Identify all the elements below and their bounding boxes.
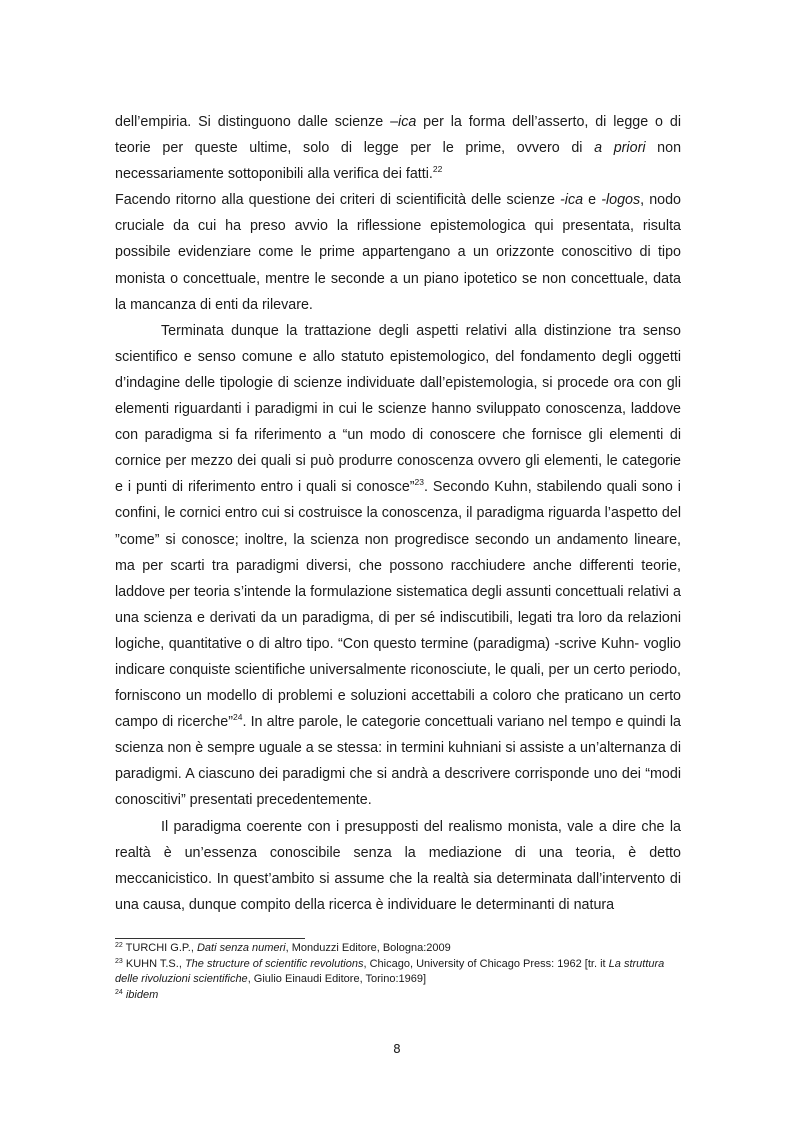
footnotes <box>115 941 681 1003</box>
footnote-ref[interactable]: 24 <box>232 712 243 723</box>
paragraph: Il paradigma coerente con i presupposti del realismo monista, vale a dire che la realtà è un’essenza conoscibile senza la mediazione di una teoria, è detto meccanicistico. In quest’ambito si assume che la realtà sia determinata dall’intervento di una causa, dunque compito della ricerca è individuare le determinanti di natura <box>115 818 681 913</box>
body-text <box>115 109 681 918</box>
footnote: $^{23}$ KUHN T.S., The structure of scientific revolutions, Chicago, University of Chicago Press: 1962 [tr. it La struttura delle rivoluzioni scientifiche, Giulio Einaudi Editore, Torino:1969] <box>115 957 665 986</box>
footnote-separator <box>115 938 305 939</box>
paragraph: Terminata dunque la trattazione degli aspetti relativi alla distinzione tra senso scientifico e senso comune e allo statuto epistemologico, del fondamento degli oggetti d’indagine delle tipologie di scienze individuate dall’epistemologia, si procede ora con gli elementi riguardanti i paradigmi in cui le scienze hanno sviluppato conoscenza, laddove con paradigma si fa riferimento a “un modo di conoscere che fornisce gli elementi di cornice per mezzo dei quali si può produrre conoscenza ovvero gli elementi, le categorie e i punti di riferimento entro i quali si conosce”$^{23}$. Secondo Kuhn, stabilendo quali sono i confini, le cornici entro cui si costruisce la conoscenza, il paradigma riguarda l’aspetto del ”come” si conosce; inoltre, la scienza non progredisce secondo un andamento lineare, ma per scarti tra paradigmi diversi, che possono racchiudere anche differenti teorie, laddove per teoria s’intende la formulazione sistematica degli assunti concettuali relativi a una scienza e derivati da un paradigma, di per sé indiscutibili, legati tra loro da relazioni logiche, quantitative o di altro tipo. “Con questo termine (paradigma) -scrive Kuhn- voglio indicare conquiste scientifiche universalmente riconosciute, le quali, per un certo periodo, forniscono un modello di problemi e soluzioni accettabili a coloro che praticano un certo campo di ricerche”$^{24}$. In altre parole, le categorie concettuali variano nel tempo e quindi la scienza non è sempre uguale a se stessa: in termini kuhniani si assiste a un’alternanza di paradigmi. A ciascuno dei paradigmi che si andrà a descrivere corrisponde uno dei “modi conoscitivi” presentati precedentemente. <box>115 322 681 809</box>
footnote: $^{22}$ TURCHI G.P., Dati senza numeri, Monduzzi Editore, Bologna:2009 <box>115 942 451 954</box>
page-number: 8 <box>393 1042 401 1056</box>
footnote-ref[interactable]: 23 <box>414 477 425 488</box>
paragraph: Facendo ritorno alla questione dei criteri di scientificità delle scienze -ica e -logos, nodo cruciale da cui ha preso avvio la riflessione epistemologica qui presentata, risulta possibile evidenziare come le prime appartengano a un orizzonte conoscitivo di tipo monista o concettuale, mentre le seconde a un piano ipotetico se non concettuale, data la mancanza di enti da rilevare. <box>115 192 682 313</box>
footnote-ref[interactable]: 22 <box>432 164 443 175</box>
footnote: $^{24}$ ibidem <box>115 988 159 1001</box>
paragraph: dell’empiria. Si distinguono dalle scienze –ica per la forma dell’asserto, di legge o di teorie per queste ultime, solo di legge per le prime, ovvero di a priori non necessariamente sottoponibili alla verifica dei fatti.$^{22}$ <box>115 114 682 183</box>
